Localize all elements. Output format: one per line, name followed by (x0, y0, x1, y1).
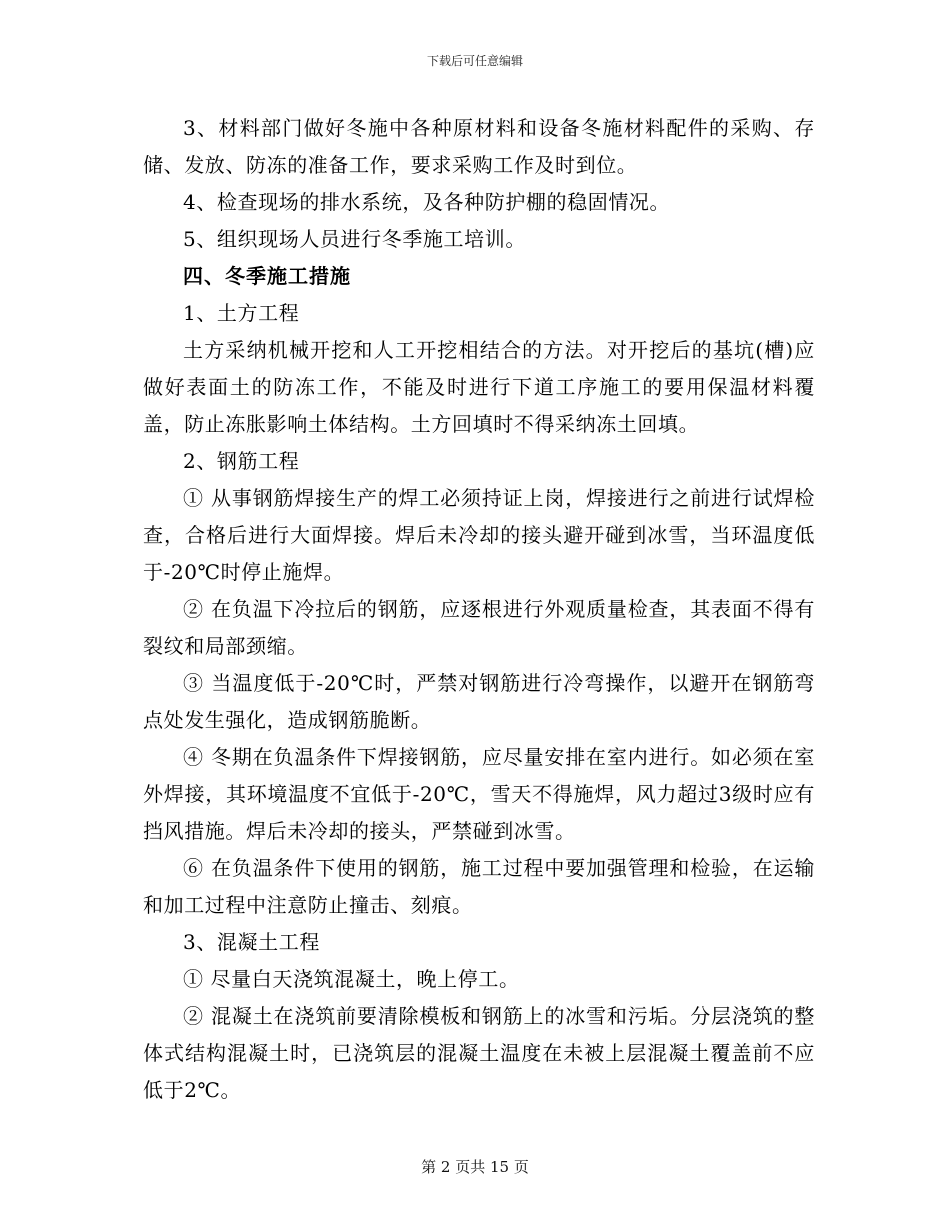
paragraph-materials-prep: 3、材料部门做好冬施中各种原材料和设备冬施材料配件的采购、存储、发放、防冻的准备工作，要求采购工作及时到位。 (143, 116, 815, 177)
paragraph-earthwork: 土方采纳机械开挖和人工开挖相结合的方法。对开挖后的基坑(槽)应做好表面土的防冻工作，不能及时进行下道工序施工的要用保温材料覆盖，防止冻胀影响土体结构。土方回填时不得采纳冻土回填。 (143, 338, 815, 436)
paragraph-concrete-2: ② 混凝土在浇筑前要清除模板和钢筋上的冰雪和污垢。分层浇筑的整体式结构混凝土时，已浇筑层的混凝土温度在未被上层混凝土覆盖前不应低于2℃。 (143, 1004, 815, 1102)
document-body (143, 110, 815, 1109)
section-heading-winter-measures: 四、冬季施工措施 (183, 264, 351, 288)
paragraph-concrete-1: ① 尽量白天浇筑混凝土，晚上停工。 (183, 967, 520, 991)
paragraph-rebar-2: ② 在负温下冷拉后的钢筋，应逐根进行外观质量检查，其表面不得有裂纹和局部颈缩。 (143, 597, 815, 658)
paragraph-staff-training: 5、组织现场人员进行冬季施工培训。 (183, 227, 526, 251)
subheading-earthwork: 1、土方工程 (183, 301, 300, 325)
paragraph-rebar-1: ① 从事钢筋焊接生产的焊工必须持证上岗，焊接进行之前进行试焊检查，合格后进行大面焊接。焊后未冷却的接头避开碰到冰雪，当环温度低于-20℃时停止施焊。 (143, 486, 815, 584)
paragraph-rebar-3: ③ 当温度低于-20℃时，严禁对钢筋进行冷弯操作，以避开在钢筋弯点处发生强化，造成钢筋脆断。 (143, 671, 815, 732)
paragraph-drainage-check: 4、检查现场的排水系统，及各种防护棚的稳固情况。 (183, 190, 671, 214)
paragraph-rebar-4: ④ 冬期在负温条件下焊接钢筋，应尽量安排在室内进行。如必须在室外焊接，其环境温度不宜低于-20℃，雪天不得施焊，风力超过3级时应有挡风措施。焊后未冷却的接头，严禁碰到冰雪。 (143, 745, 815, 843)
subheading-concrete: 3、混凝土工程 (183, 930, 320, 954)
page-footer: 第 2 页共 15 页 (421, 1158, 529, 1176)
page-header: 下载后可任意编辑 (426, 54, 523, 68)
paragraph-rebar-6: ⑥ 在负温条件下使用的钢筋，施工过程中要加强管理和检验，在运输和加工过程中注意防止撞击、刻痕。 (143, 856, 815, 917)
subheading-rebar: 2、钢筋工程 (183, 449, 300, 473)
